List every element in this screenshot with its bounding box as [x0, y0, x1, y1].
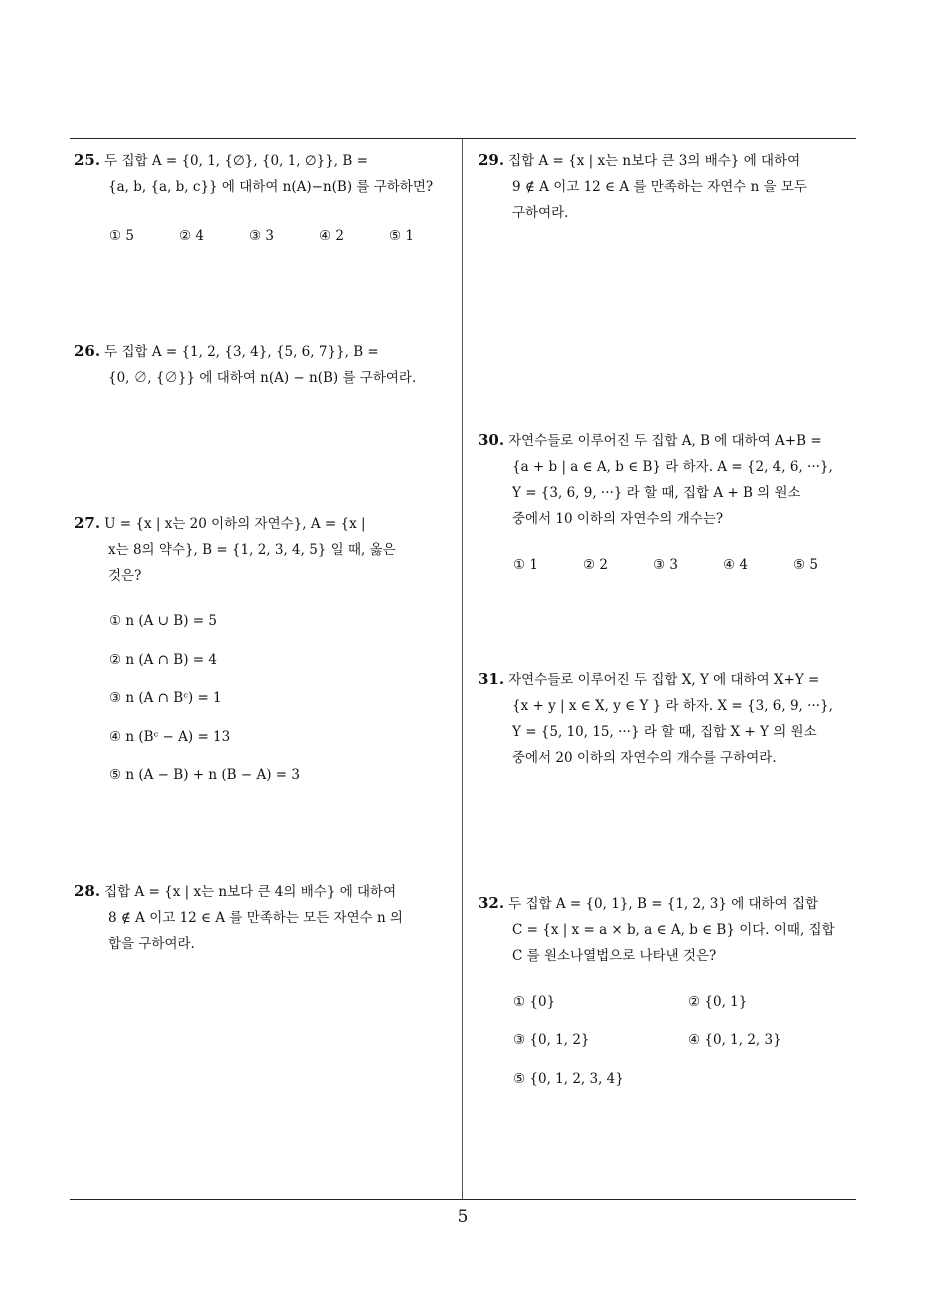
- problem-text-line: 합을 구하여라.: [108, 936, 195, 952]
- problem-text-line: C 를 원소나열법으로 나타낸 것은?: [512, 948, 717, 964]
- problem-31: [478, 666, 860, 771]
- answer-option[interactable]: ⑤ {0, 1, 2, 3, 4}: [513, 1071, 624, 1087]
- answer-option[interactable]: ③ 3: [653, 557, 678, 573]
- problem-text-line: 구하여라.: [512, 205, 569, 221]
- answer-option[interactable]: ③ 3: [249, 228, 274, 244]
- problem-25-stem: [74, 147, 456, 200]
- problem-text-line: Y = {5, 10, 15, ···} 라 할 때, 집합 X + Y 의 원소: [512, 724, 817, 740]
- problem-28-stem: [74, 878, 456, 957]
- problem-text-line: Y = {3, 6, 9, ···} 라 할 때, 집합 A + B 의 원소: [512, 485, 801, 501]
- answer-option[interactable]: ③ n (A ∩ Bᶜ) = 1: [109, 690, 222, 706]
- problem-text-line: 9 ∉ A 이고 12 ∈ A 를 만족하는 자연수 n 을 모두: [512, 179, 807, 195]
- problem-text-line: {a, b, {a, b, c}} 에 대하여 n(A)−n(B) 를 구하하면?: [108, 179, 434, 195]
- problem-29: [478, 147, 860, 226]
- bottom-rule: [70, 1199, 856, 1200]
- problem-30: [478, 427, 860, 532]
- problem-26: [74, 338, 456, 391]
- problem-number: 27.: [74, 514, 101, 532]
- problem-text-line: 두 집합 A = {0, 1}, B = {1, 2, 3} 에 대하여 집합: [508, 896, 819, 912]
- problem-number: 28.: [74, 882, 101, 900]
- answer-option[interactable]: ③ {0, 1, 2}: [513, 1032, 590, 1048]
- answer-option[interactable]: ① {0}: [513, 994, 556, 1010]
- problem-number: 30.: [478, 431, 505, 449]
- problem-text-line: {0, ∅, {∅}} 에 대하여 n(A) − n(B) 를 구하여라.: [108, 370, 417, 386]
- answer-option[interactable]: ② 4: [179, 228, 204, 244]
- problem-25: [74, 147, 456, 200]
- answer-option[interactable]: ④ 2: [319, 228, 344, 244]
- problem-number: 29.: [478, 151, 505, 169]
- column-divider: [462, 139, 463, 1199]
- problem-29-stem: [478, 147, 860, 226]
- problem-number: 32.: [478, 894, 505, 912]
- problem-number: 26.: [74, 342, 101, 360]
- answer-option[interactable]: ② {0, 1}: [688, 994, 748, 1010]
- answer-option[interactable]: ① 1: [513, 557, 538, 573]
- problem-32-stem: [478, 890, 860, 969]
- problem-text-line: 중에서 10 이하의 자연수의 개수는?: [512, 511, 724, 527]
- problem-text-line: 8 ∉ A 이고 12 ∈ A 를 만족하는 모든 자연수 n 의: [108, 910, 403, 926]
- problem-32: [478, 890, 860, 969]
- problem-text-line: {x + y | x ∈ X, y ∈ Y } 라 하자. X = {3, 6, 9, ···},: [512, 698, 833, 714]
- problem-text-line: 집합 A = {x | x는 n보다 큰 4의 배수} 에 대하여: [104, 884, 397, 900]
- problem-text-line: x는 8의 약수}, B = {1, 2, 3, 4, 5} 일 때, 옳은: [108, 542, 396, 558]
- problem-text-line: C = {x | x = a × b, a ∈ A, b ∈ B} 이다. 이때, 집합: [512, 922, 835, 938]
- answer-option[interactable]: ① 5: [109, 228, 134, 244]
- page-number: 5: [457, 1207, 469, 1227]
- problem-text-line: 자연수들로 이루어진 두 집합 X, Y 에 대하여 X+Y =: [508, 672, 820, 688]
- problem-25-options: [109, 228, 459, 244]
- top-rule: [70, 138, 856, 139]
- problem-text-line: 것은?: [108, 568, 142, 584]
- answer-option[interactable]: ① n (A ∪ B) = 5: [109, 613, 217, 629]
- problem-30-stem: [478, 427, 860, 532]
- problem-30-options: [513, 557, 863, 573]
- problem-text-line: 집합 A = {x | x는 n보다 큰 3의 배수} 에 대하여: [508, 153, 801, 169]
- problem-26-stem: [74, 338, 456, 391]
- answer-option[interactable]: ⑤ n (A − B) + n (B − A) = 3: [109, 767, 300, 783]
- problem-text-line: 중에서 20 이하의 자연수의 개수를 구하여라.: [512, 750, 777, 766]
- problem-text-line: U = {x | x는 20 이하의 자연수}, A = {x |: [104, 516, 366, 532]
- problem-27-stem: [74, 510, 456, 589]
- answer-option[interactable]: ④ 4: [723, 557, 748, 573]
- answer-option[interactable]: ⑤ 5: [793, 557, 818, 573]
- problem-28: [74, 878, 456, 957]
- problem-31-stem: [478, 666, 860, 771]
- answer-option[interactable]: ④ {0, 1, 2, 3}: [688, 1032, 782, 1048]
- problem-text-line: 두 집합 A = {1, 2, {3, 4}, {5, 6, 7}}, B =: [104, 344, 379, 360]
- problem-number: 31.: [478, 670, 505, 688]
- problem-text-line: 자연수들로 이루어진 두 집합 A, B 에 대하여 A+B =: [508, 433, 822, 449]
- problem-27: [74, 510, 456, 589]
- problem-number: 25.: [74, 151, 101, 169]
- answer-option[interactable]: ⑤ 1: [389, 228, 414, 244]
- answer-option[interactable]: ② n (A ∩ B) = 4: [109, 652, 217, 668]
- problem-text-line: {a + b | a ∈ A, b ∈ B} 라 하자. A = {2, 4, 6, ···},: [512, 459, 833, 475]
- answer-option[interactable]: ② 2: [583, 557, 608, 573]
- answer-option[interactable]: ④ n (Bᶜ − A) = 13: [109, 729, 231, 745]
- problem-text-line: 두 집합 A = {0, 1, {∅}, {0, 1, ∅}}, B =: [104, 153, 368, 169]
